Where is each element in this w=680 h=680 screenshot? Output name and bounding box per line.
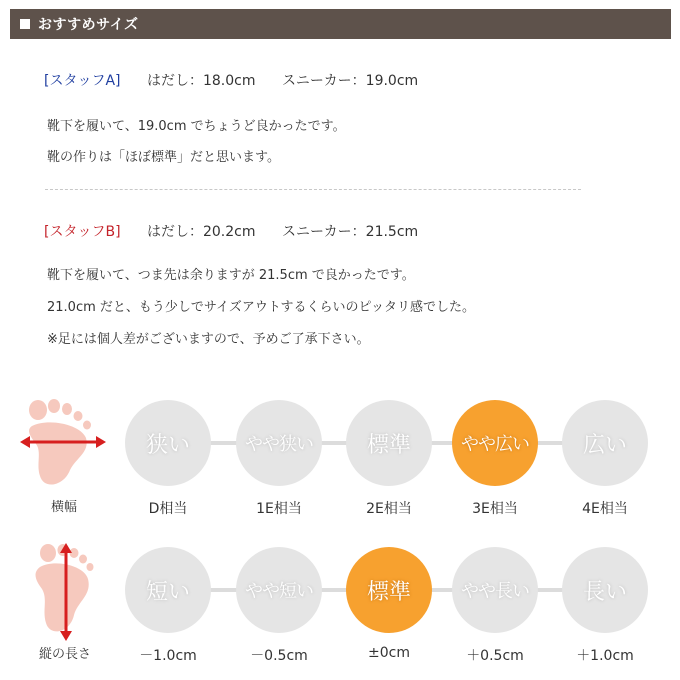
width-option-narrow: 狭い — [125, 400, 211, 486]
length-label: 縦の長さ — [38, 647, 91, 662]
staff-a-comment: 靴下を履いて、19.0cm でちょうど良かったです。 — [47, 119, 346, 134]
square-icon — [20, 19, 30, 29]
staff-b-comment: 21.0cm だと、もう少しでサイズアウトするくらいのピッタリ感でした。 — [47, 300, 475, 315]
staff-a-comment: 靴の作りは「ほぼ標準」だと思います。 — [47, 150, 280, 165]
section-title: おすすめサイズ — [38, 17, 139, 33]
length-option-slightly-short: やや短い — [236, 547, 322, 633]
width-scale — [0, 388, 680, 528]
length-option-slightly-long: やや長い — [452, 547, 538, 633]
divider — [45, 189, 581, 190]
width-option-wide: 広い — [562, 400, 648, 486]
width-caption: 3E相当 — [472, 501, 518, 517]
staff-a-label: [スタッフA] — [44, 73, 121, 89]
section-header — [10, 9, 671, 39]
foot-width-icon — [18, 394, 108, 494]
length-option-short: 短い — [125, 547, 211, 633]
foot-length-icon — [18, 541, 108, 641]
width-caption: 1E相当 — [256, 501, 302, 517]
length-caption: ＋1.0cm — [576, 648, 634, 664]
staff-a-measurements — [44, 70, 440, 90]
length-caption: －1.0cm — [139, 648, 197, 664]
width-option-slightly-wide: やや広い — [452, 400, 538, 486]
width-option-slightly-narrow: やや狭い — [236, 400, 322, 486]
width-option-standard: 標準 — [346, 400, 432, 486]
staff-b-measurements — [44, 221, 440, 241]
width-caption: 2E相当 — [366, 501, 412, 517]
staff-b-barefoot: はだし：20.2cm — [146, 224, 256, 240]
length-option-standard: 標準 — [346, 547, 432, 633]
staff-b-comment: ※足には個人差がございますので、予めご了承下さい。 — [47, 332, 370, 347]
staff-b-sneaker: スニーカー：21.5cm — [281, 224, 419, 240]
width-caption: D相当 — [148, 501, 188, 517]
staff-b-label: [スタッフB] — [44, 224, 121, 240]
staff-a-sneaker: スニーカー：19.0cm — [281, 73, 419, 89]
width-label: 横幅 — [50, 500, 77, 515]
length-option-long: 長い — [562, 547, 648, 633]
staff-b-comment: 靴下を履いて、つま先は余りますが 21.5cm で良かったです。 — [47, 268, 415, 283]
staff-a-barefoot: はだし：18.0cm — [146, 73, 256, 89]
length-caption: ±0cm — [368, 645, 410, 661]
width-caption: 4E相当 — [582, 501, 628, 517]
length-scale — [0, 535, 680, 675]
length-caption: －0.5cm — [250, 648, 308, 664]
length-caption: ＋0.5cm — [466, 648, 524, 664]
